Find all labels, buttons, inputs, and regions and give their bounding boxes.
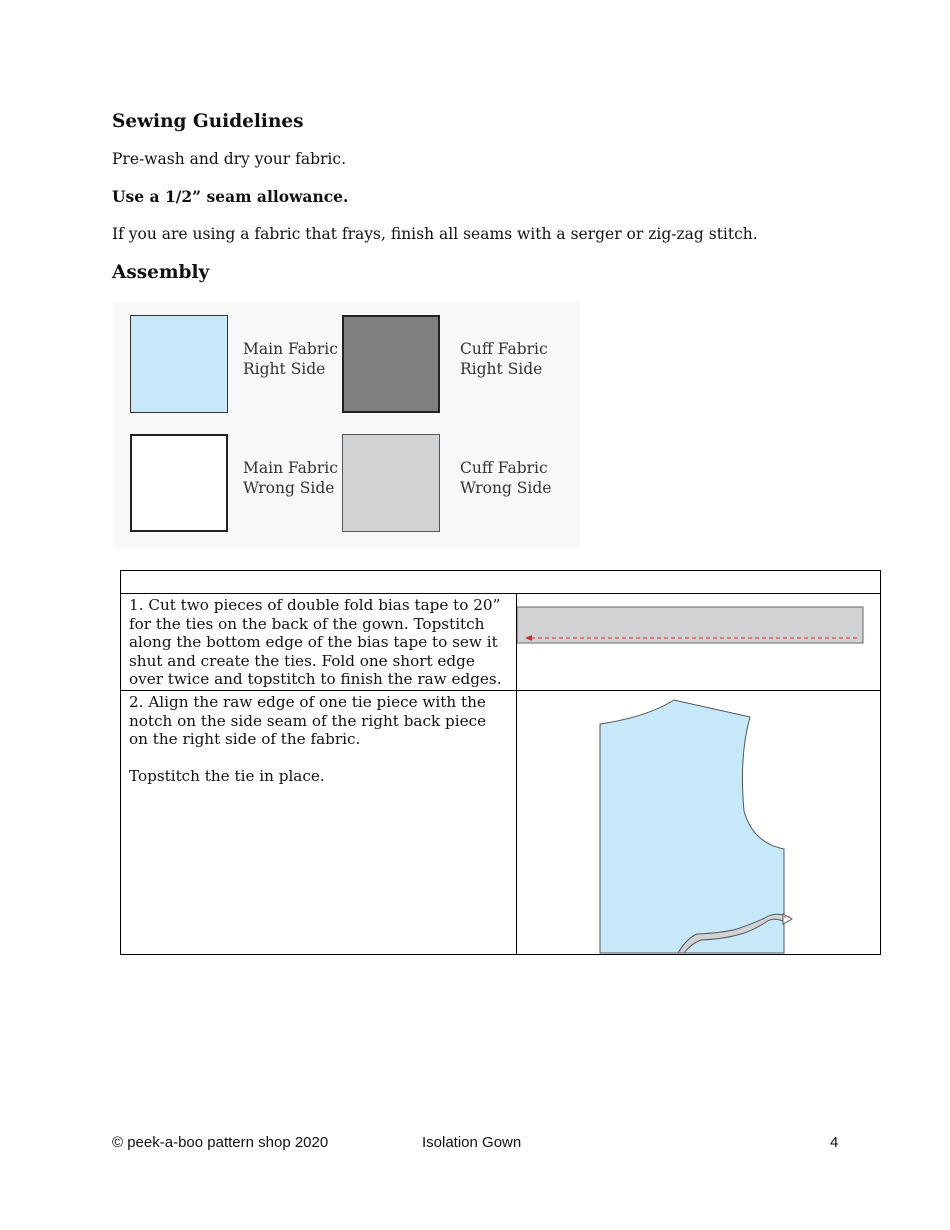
- fabric-legend: [113, 302, 580, 548]
- step-1-text: 1. Cut two pieces of double fold bias tape to 20” for the ties on the back of the gown. Topstitch along the bottom edge of the bias tape to sew it shut and create the ties. Fold one short edge over twice and topstitch to finish the raw edges.: [129, 596, 502, 688]
- footer-copyright: © peek-a-boo pattern shop 2020: [112, 1134, 329, 1151]
- legend-label-main-right: Main Fabric Right Side: [243, 340, 338, 378]
- table-row: [121, 594, 881, 691]
- main-fabric-wrong-side-swatch: [130, 434, 228, 532]
- table-header-cell: [121, 571, 881, 594]
- instructions-table: [120, 570, 881, 955]
- table-header-row: [121, 571, 881, 594]
- bias-tape-illustration: [517, 594, 880, 690]
- back-piece-illustration: [517, 691, 880, 954]
- footer-title: Isolation Gown: [422, 1134, 522, 1151]
- prewash-text: Pre-wash and dry your fabric.: [112, 150, 346, 168]
- fray-note-text: If you are using a fabric that frays, finish all seams with a serger or zig-zag stitch.: [112, 225, 758, 243]
- right-back-piece: [600, 700, 784, 953]
- legend-label-cuff-wrong: Cuff Fabric Wrong Side: [460, 459, 552, 497]
- notch-marker-icon: [783, 914, 792, 924]
- sewing-guidelines-heading: Sewing Guidelines: [112, 111, 304, 132]
- step-2-text: 2. Align the raw edge of one tie piece with the notch on the side seam of the right back piece on the right side of the fabric. Topstitch the tie in place.: [129, 693, 487, 785]
- legend-label-main-wrong: Main Fabric Wrong Side: [243, 459, 338, 497]
- assembly-heading: Assembly: [112, 262, 210, 283]
- step-text-cell: [121, 594, 517, 691]
- main-fabric-right-side-swatch: [130, 315, 228, 413]
- cuff-fabric-right-side-swatch: [342, 315, 440, 413]
- step-illustration-cell: [517, 691, 881, 955]
- step-text-cell: [121, 691, 517, 955]
- legend-label-cuff-right: Cuff Fabric Right Side: [460, 340, 548, 378]
- footer-page-number: 4: [830, 1134, 839, 1151]
- step-illustration-cell: [517, 594, 881, 691]
- cuff-fabric-wrong-side-swatch: [342, 434, 440, 532]
- table-row: [121, 691, 881, 955]
- seam-allowance-text: Use a 1/2” seam allowance.: [112, 187, 349, 206]
